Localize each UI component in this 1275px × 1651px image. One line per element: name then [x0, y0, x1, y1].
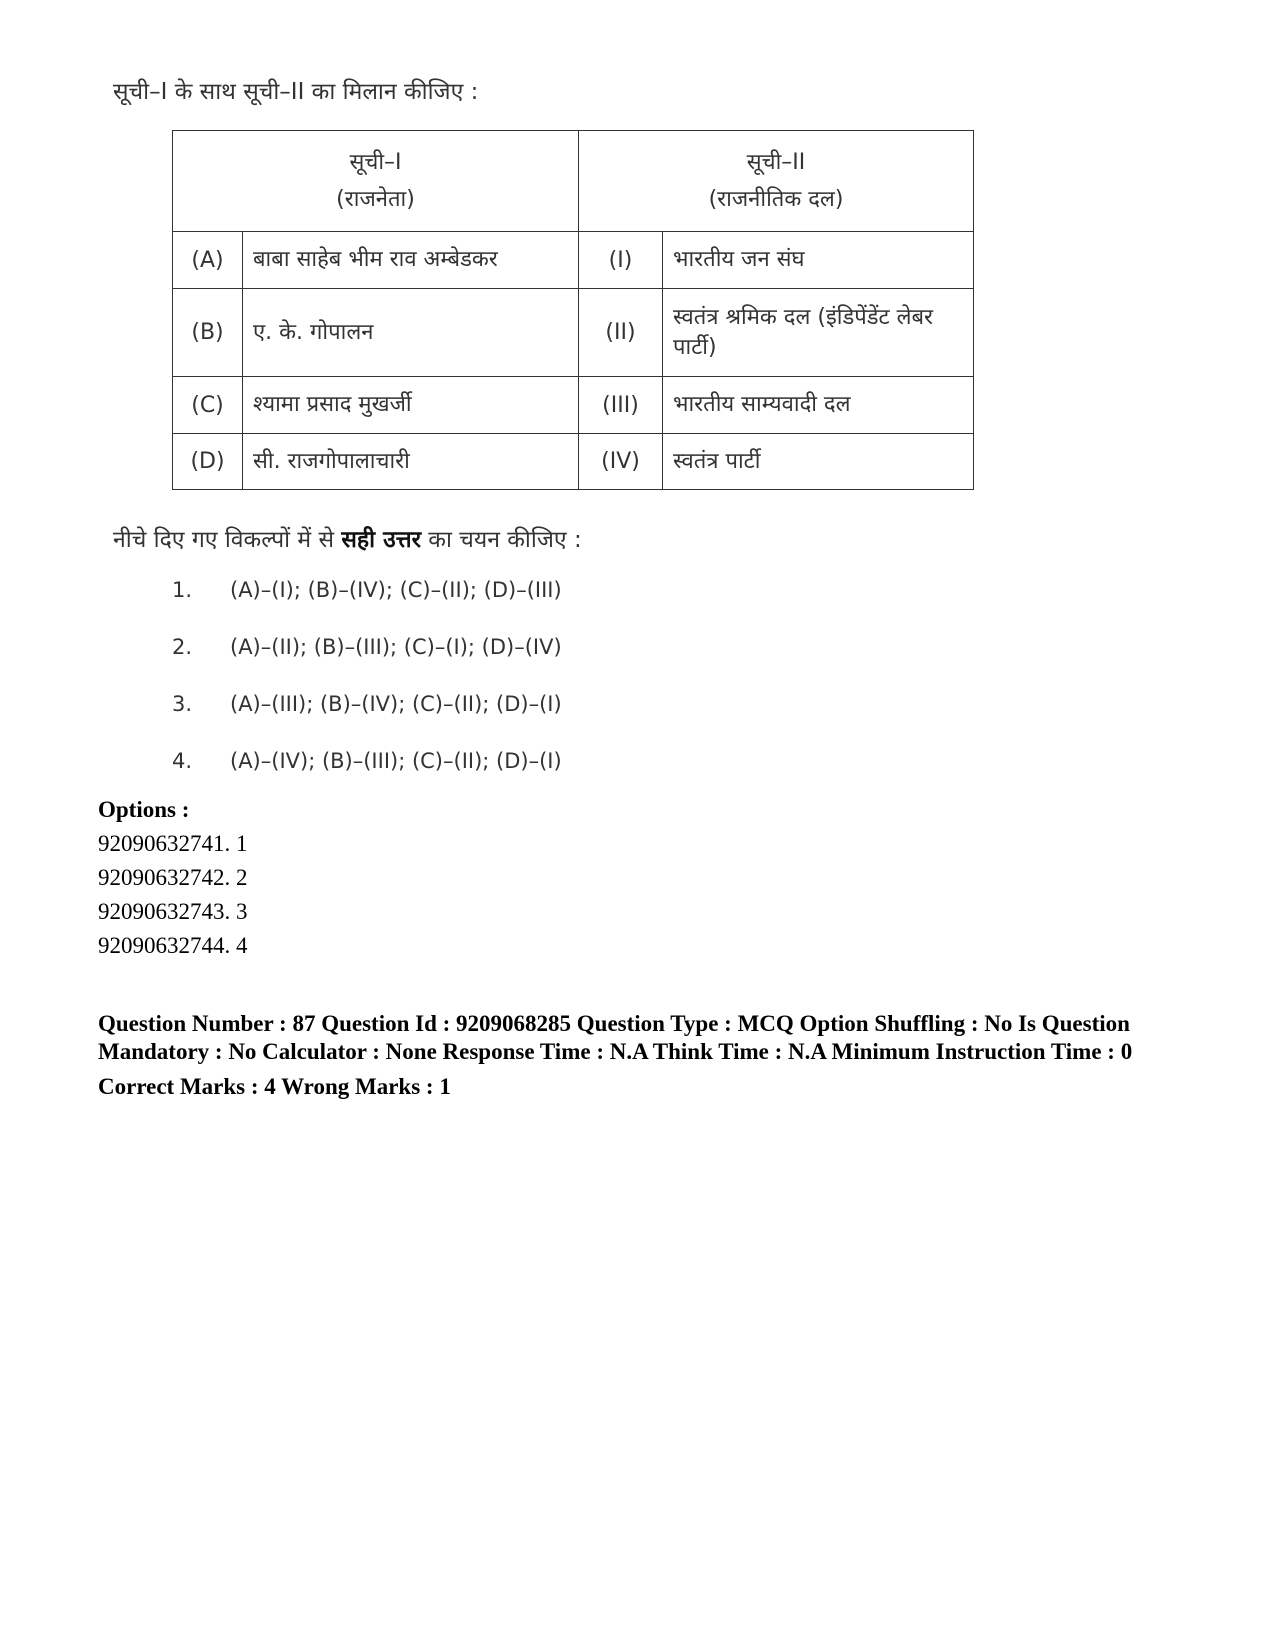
option-item: 92090632742. 2: [98, 865, 248, 890]
choice-number: 2.: [172, 635, 193, 659]
row-label-right: (IV): [579, 434, 663, 490]
party-cell: भारतीय साम्यवादी दल: [663, 377, 974, 434]
list1-title: सूची–I: [349, 149, 402, 175]
table-row: [173, 289, 974, 377]
choose-suffix: का चयन कीजिए :: [421, 527, 582, 553]
list2-subtitle: (राजनीतिक दल): [708, 187, 844, 212]
choose-instruction: [113, 522, 582, 554]
list-item: [172, 635, 562, 692]
table-row: [173, 232, 974, 289]
table-row: [173, 377, 974, 434]
party-cell: भारतीय जन संघ: [663, 232, 974, 289]
question-meta-line: Question Number : 87 Question Id : 9209068285 Question Type : MCQ Option Shuffling : No Is Question Mandatory : No Calculator : None Response Time : N.A Think Time : N.A Minimum Instruction Time : 0: [98, 1011, 1133, 1064]
row-label-left: (D): [173, 434, 243, 490]
choice-number: 1.: [172, 578, 193, 602]
row-label-right: (III): [579, 377, 663, 434]
list1-header: [173, 131, 579, 232]
question-meta: [98, 1010, 1178, 1101]
choice-text: (A)–(I); (B)–(IV); (C)–(II); (D)–(III): [230, 578, 562, 602]
row-label-right: (II): [579, 289, 663, 377]
politician-cell: ए. के. गोपालन: [243, 289, 579, 377]
options-title: Options :: [98, 797, 190, 822]
politician-cell: सी. राजगोपालाचारी: [243, 434, 579, 490]
row-label-left: (A): [173, 232, 243, 289]
options-block: [98, 793, 248, 963]
marks-line: Correct Marks : 4 Wrong Marks : 1: [98, 1074, 451, 1099]
table-header-row: [173, 131, 974, 232]
option-item: 92090632743. 3: [98, 899, 248, 924]
list2-header: [579, 131, 974, 232]
choose-bold: सही उत्तर: [341, 527, 421, 553]
list-item: [172, 578, 562, 635]
politician-cell: बाबा साहेब भीम राव अम्बेडकर: [243, 232, 579, 289]
option-item: 92090632741. 1: [98, 831, 248, 856]
row-label-left: (B): [173, 289, 243, 377]
politician-cell: श्यामा प्रसाद मुखर्जी: [243, 377, 579, 434]
match-table: [172, 130, 974, 490]
list1-subtitle: (राजनेता): [336, 187, 415, 212]
match-instruction: सूची–I के साथ सूची–II का मिलान कीजिए :: [113, 79, 479, 105]
option-item: 92090632744. 4: [98, 933, 248, 958]
choose-prefix: नीचे दिए गए विकल्पों में से: [113, 527, 342, 553]
party-cell: स्वतंत्र श्रमिक दल (इंडिपेंडेंट लेबर पार्टी): [663, 289, 974, 377]
choice-text: (A)–(II); (B)–(III); (C)–(I); (D)–(IV): [230, 635, 562, 659]
list2-title: सूची–II: [746, 149, 806, 175]
row-label-left: (C): [173, 377, 243, 434]
choice-text: (A)–(IV); (B)–(III); (C)–(II); (D)–(I): [230, 749, 562, 773]
choice-list: [172, 578, 562, 806]
list-item: [172, 692, 562, 749]
table-row: [173, 434, 974, 490]
choice-number: 3.: [172, 692, 193, 716]
row-label-right: (I): [579, 232, 663, 289]
party-cell: स्वतंत्र पार्टी: [663, 434, 974, 490]
choice-text: (A)–(III); (B)–(IV); (C)–(II); (D)–(I): [230, 692, 562, 716]
choice-number: 4.: [172, 749, 193, 773]
